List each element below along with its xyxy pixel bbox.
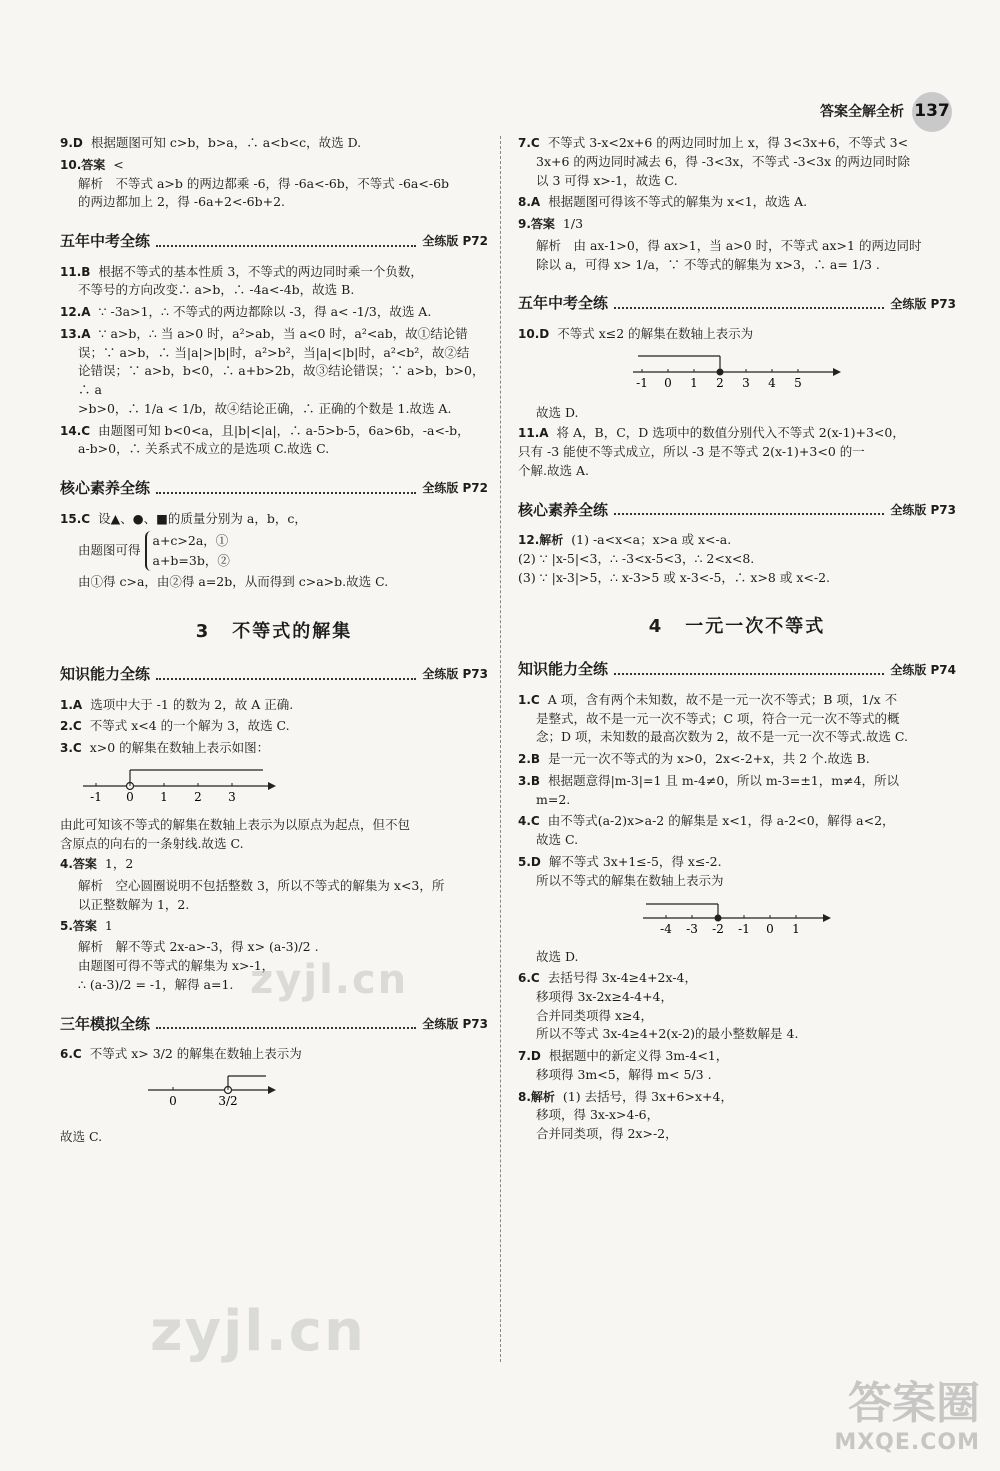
tick-label: 2 [716,375,724,390]
item-line: A 项，含有两个未知数，故不是一元一次不等式；B 项，1/x 不 [547,691,898,707]
item-line: 将 A，B，C，D 选项中的数值分别代入不等式 2(x-1)+3<0， [556,425,905,441]
tick-label: 1 [792,922,800,937]
left-column [60,132,488,1147]
q6-item [60,1045,488,1064]
item-line: 是一元一次不等式的为 x>0，2x<-2+x，共 2 个.故选 B. [548,751,870,766]
tick-label: -2 [712,922,724,937]
left-sec2-items [60,510,488,529]
tick-label: 4 [768,375,776,390]
q6-conclusion: 故选 C. [60,1128,103,1144]
item-line: 移项得 3x-2x≥4-4+4， [536,988,674,1004]
item-number: 2.B [518,752,541,766]
answer-item [518,691,956,747]
tick-label: 1 [690,375,698,390]
answer-item [60,134,488,153]
right-tail-items [518,969,956,1144]
answer-item [518,134,956,190]
section-page-ref: 全练版 P72 [422,481,488,496]
q5-explanation [60,938,488,994]
equation-1: a+c>2a，① [152,533,229,549]
item-line: 由此可知该不等式的解集在数轴上表示为以原点为起点，但不包 [60,816,411,832]
center-watermark: zyjl.cn [250,957,409,1003]
watermark-domain: MXQE.COM [834,1430,980,1455]
item-line: 移项，得 3x-x>4-6， [536,1107,660,1123]
item-line: 的两边都加上 2，得 -6a+2<-6b+2. [78,194,286,210]
item-number: 7.D [518,1049,541,1063]
item-line: 根据题中的新定义得 3m-4<1， [548,1048,729,1063]
item-line: ∵ a>b，∴ 当 a>0 时，a²>ab，当 a<0 时，a²<ab，故①结论错 [98,325,468,341]
answer-item [518,772,956,810]
item-line: 由题图可知 b<0<a，且|b|<|a|，∴ a-5>b-5，6a>6b，-a<-b， [98,422,470,438]
chapter-number: 3 [195,621,211,642]
page-number-badge: 137 [912,92,952,132]
q11-item [518,424,956,480]
bottom-right-watermark [834,1378,980,1459]
section-dotted-rule [156,1026,416,1029]
tick-label: 3 [228,789,236,804]
section-dotted-rule [614,672,884,675]
item-line: >b>0，∴ 1/a < 1/b，故④结论正确，∴ 正确的个数是 1.故选 A. [78,400,452,416]
item-line: 是整式，故不是一元一次不等式；C 项，符合一元一次不等式的概 [536,710,900,726]
item-number: 13.A [60,326,91,341]
item-line: x>0 的解集在数轴上表示如图： [89,740,270,755]
item-line: 解析 空心圆圈说明不包括整数 3，所以不等式的解集为 x<3，所 [78,878,445,893]
q15-system [60,531,488,571]
tick-label: 3/2 [218,1093,238,1108]
section-dotted-rule [614,512,884,515]
item-line: 合并同类项，得 2x>-2， [536,1126,678,1141]
item-line: 选项中大于 -1 的数为 2，故 A 正确. [90,696,294,712]
item-number: 8.A [518,195,541,210]
item-line: 所以不等式的解集在数轴上表示为 [536,872,724,888]
item-line: 不等式 3-x<2x+6 的两边同时加上 x，得 3<3x+6，不等式 3< [547,135,909,150]
answer-item [518,969,956,1044]
item-number: 4.答案 [60,857,97,872]
tick-label: 0 [169,1093,177,1108]
section-header [518,292,956,315]
tick-label: -1 [738,922,750,937]
section-title: 三年模拟全练 [60,1014,151,1033]
item-line: 以 3 可得 x>-1，故选 C. [536,172,678,188]
answer-item [518,750,956,769]
right-pre-items [518,134,956,274]
item-line: 以正整数解为 1，2. [78,896,190,912]
item-line: 由不等式(a-2)x>a-2 的解集是 x<1，得 a-2<0，解得 a<2， [547,813,895,829]
item-line: 念；D 项，未知数的最高次数为 2，故不是一元一次不等式.故选 C. [536,729,908,745]
item-number: 6.C [518,971,540,985]
section-page-ref: 全练版 P72 [422,234,488,249]
item-number: 10.D [518,326,550,341]
answer-value: 1 [104,917,113,933]
item-line: 个解.故选 A. [518,462,589,478]
item-number: 10.答案 [60,157,106,172]
item-number: 9.D [60,136,83,150]
answer-item [518,237,956,275]
section-title: 知识能力全练 [60,665,151,683]
answer-item [60,510,488,529]
answer-item [518,1088,956,1144]
equation-2: a+b=3b，② [152,553,230,569]
section-header [60,1013,488,1036]
section-header [518,499,956,522]
item-line: 误；∵ a>b，∴ 当|a|>|b|时，a²>b²，当|a|<|b|时，a²<b²，故②结 [78,344,470,360]
item-line: a-b>0，∴ 关系式不成立的是选项 C.故选 C. [78,441,330,457]
item-number: 3.C [60,741,82,755]
item-line: 故选 C. [536,832,579,847]
section-page-ref: 全练版 P73 [422,667,488,682]
chapter-title: 一元一次不等式 [685,616,826,638]
item-line: 解析 由 ax-1>0，得 ax>1，当 a>0 时，不等式 ax>1 的两边同时 [536,237,922,253]
answer-item [518,812,956,850]
section-title: 五年中考全练 [60,232,151,250]
item-line: 不等式 x<4 的一个解为 3，故选 C. [89,718,290,734]
item-line: 3x+6 的两边同时减去 6，得 -3<3x，不等式 -3<3x 的两边同时除 [536,153,911,169]
chapter-number: 4 [648,616,664,638]
chapter-heading [518,613,956,640]
q10-text: 不等式 x≤2 的解集在数轴上表示为 [557,325,754,341]
q12-text [518,532,956,587]
section-title: 核心素养全练 [60,479,151,497]
item-line: ∴ (a-3)/2 = -1，解得 a=1. [78,976,234,992]
tick-label: 3 [742,375,750,390]
q15-conclusion: 由①得 c>a，由②得 a=2b，从而得到 c>a>b.故选 C. [78,574,389,590]
item-line: < [113,156,124,172]
q5-conclusion: 故选 D. [536,949,579,965]
answer-item [60,739,488,758]
answer-item [518,215,956,234]
answer-item [518,1047,956,1085]
q11-text [518,425,956,480]
answer-item [60,263,488,301]
section-header [518,658,956,681]
tick-label: 2 [194,789,202,804]
item-number: 12.A [60,305,91,319]
chapter-heading [60,618,488,645]
item-number: 11.B [60,264,91,279]
section-page-ref: 全练版 P73 [890,502,956,517]
q15-system-label: 由题图可得 [78,542,141,558]
item-line: m=2. [536,791,571,807]
section-page-ref: 全练版 P74 [890,662,956,677]
item-line: ∵ -3a>1，∴ 不等式的两边都除以 -3，得 a< -1/3，故选 A. [98,304,432,319]
section-page-ref: 全练版 P73 [422,1016,488,1031]
page-header [820,92,952,132]
bottom-left-watermark: zyjl.cn [150,1299,366,1364]
tick-label: 5 [794,375,802,390]
item-number: 1.A [60,697,83,712]
answer-item [60,422,488,460]
section-dotted-rule [156,677,416,680]
right-sec3-items [518,691,956,891]
item-line: 不等号的方向改变∴ a>b，∴ -4a<-4b，故选 B. [78,282,355,298]
q3-explanation [60,816,488,854]
section-page-ref: 全练版 P73 [890,296,956,311]
item-number: 8.解析 [518,1089,555,1104]
right-column [518,132,956,1147]
item-number: 15.C [60,511,91,526]
item-number: 3.B [518,773,541,788]
number-line-x-gt-0 [60,764,488,808]
item-number: 11.A [518,426,549,441]
section-dotted-rule [614,306,884,309]
watermark-logo-text: 答案圈 [848,1378,980,1429]
tick-label: -3 [686,922,698,937]
item-number: 5.D [518,854,541,869]
q4-explanation [60,877,488,915]
item-line: 根据题意得|m-3|=1 且 m-4≠0，所以 m-3=±1，m≠4，所以 [548,772,900,788]
item-line: (1) -a<x<a；x>a 或 x<-a. [571,532,732,547]
section-header [60,663,488,686]
tick-label: 0 [664,375,672,390]
tick-label: 0 [126,789,134,804]
item-line: 1/3 [562,216,584,231]
item-line: 解析 不等式 a>b 的两边都乘 -6，得 -6a<-6b，不等式 -6a<-6b [78,175,450,191]
item-line: 根据题图可得该不等式的解集为 x<1，故选 A. [548,194,808,210]
item-number: 12.解析 [518,533,564,547]
item-line: 移项得 3m<5，解得 m< 5/3 . [536,1066,712,1082]
item-number: 6.C [60,1047,82,1061]
item-line: (3) ∵ |x-3|>5，∴ x-3>5 或 x-3<-5，∴ x>8 或 x<-2. [518,569,830,585]
number-line-x-le-2 [518,350,956,396]
q6-text: 不等式 x> 3/2 的解集在数轴上表示为 [89,1046,302,1061]
item-number: 1.C [518,692,540,707]
item-line: 合并同类项得 x≥4， [536,1007,653,1023]
q10-item [518,325,956,344]
item-number: 2.C [60,719,82,734]
left-pre-items [60,134,488,212]
q4-item [60,855,488,874]
item-line: 根据不等式的基本性质 3，不等式的两边同时乘一个负数， [98,263,423,279]
column-divider [500,136,501,1362]
item-number: 4.C [518,814,540,829]
left-sec3-items [60,696,488,758]
item-line: 含原点的向右的一条射线.故选 C. [60,835,244,851]
header-title: 答案全解全析 [820,103,904,120]
item-line: 解析 解不等式 2x-a>-3，得 x> (a-3)/2 . [78,939,319,955]
answer-item [518,853,956,891]
section-title: 知识能力全练 [518,660,609,679]
item-number: 9.答案 [518,217,555,231]
item-line: 解不等式 3x+1≤-5，得 x≤-2. [548,853,722,869]
equation-system [145,531,230,571]
section-dotted-rule [156,491,416,494]
item-line: (1) 去括号，得 3x+6>x+4， [562,1088,733,1104]
section-dotted-rule [156,244,416,247]
tick-label: -4 [660,922,672,937]
answer-value: 1，2 [104,856,134,872]
q12-item [518,531,956,587]
chapter-title: 不等式的解集 [232,621,353,642]
answer-item [60,156,488,212]
answer-item [60,717,488,736]
section-header [60,230,488,253]
item-line: 所以不等式 3x-4≥4+2(x-2)的最小整数解是 4. [536,1026,799,1042]
item-line: 去括号得 3x-4≥4+2x-4， [547,970,698,985]
item-line: 只有 -3 能使不等式成立，所以 -3 是不等式 2(x-1)+3<0 的一 [518,444,865,459]
item-line: 根据题图可知 c>b，b>a，∴ a<b<c，故选 D. [90,135,362,150]
item-number: 7.C [518,136,540,150]
item-line: 设▲、●、■的质量分别为 a，b，c， [98,510,307,526]
answer-item [60,696,488,715]
answer-item [60,303,488,322]
tick-label: -1 [636,375,648,390]
section-title: 核心素养全练 [518,500,609,519]
q5-item [60,917,488,936]
item-line: (2) ∵ |x-5|<3，∴ -3<x-5<3，∴ 2<x<8. [518,550,755,566]
item-line: 除以 a，可得 x> 1/a，∵ 不等式的解集为 x>3，∴ a= 1/3 . [536,256,880,272]
item-line: 论错误；∵ a>b，b<0，∴ a+b>2b，故③结论错误；∵ a>b，b>0，∴ a [78,363,485,397]
answer-item [60,325,488,419]
tick-label: 1 [160,789,168,804]
number-line-x-le-neg2 [518,896,956,940]
item-number: 14.C [60,423,91,438]
tick-label: -1 [90,789,102,804]
item-line: 由题图可得不等式的解集为 x>-1， [78,958,275,973]
answer-item [518,193,956,212]
section-title: 五年中考全练 [518,294,609,313]
tick-label: 0 [766,922,774,937]
section-header [60,477,488,500]
number-line-x-gt-3-2 [60,1070,488,1120]
left-sec1-items [60,263,488,460]
item-number: 5.答案 [60,918,97,933]
q10-conclusion: 故选 D. [536,404,579,420]
